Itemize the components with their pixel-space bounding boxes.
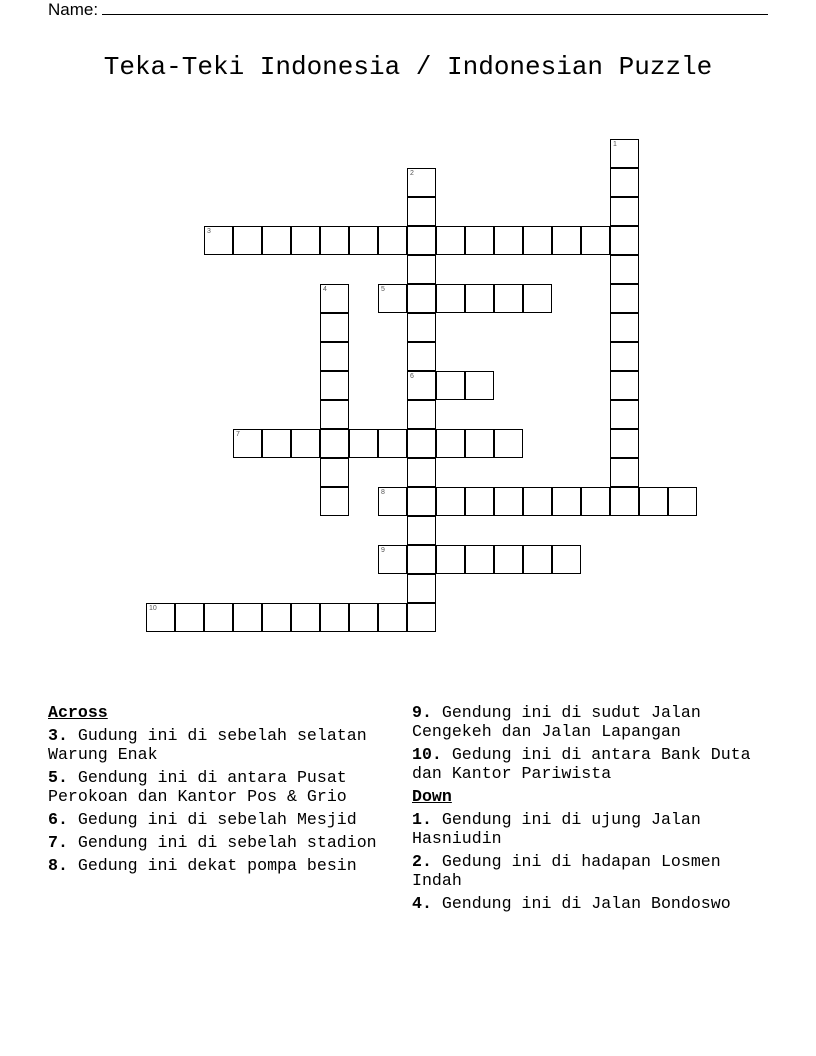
clue-across-5 [48,768,398,806]
grid-cell[interactable] [494,429,523,458]
cell-number: 5 [381,286,385,293]
clue-across-7 [48,833,398,852]
grid-cell[interactable] [610,284,639,313]
grid-cell[interactable] [436,545,465,574]
clue-across-9 [412,703,772,741]
grid-cell[interactable] [436,487,465,516]
grid-cell[interactable] [407,603,436,632]
clue-text: Gendung ini di antara Pusat Perokoan dan Kantor Pos & Grio [48,768,347,806]
clue-text: Gedung ini dekat pompa besin [77,856,357,875]
grid-cell[interactable] [610,458,639,487]
page-title: Teka-Teki Indonesia / Indonesian Puzzle [103,52,713,82]
grid-cell[interactable] [349,429,378,458]
clue-across-10 [412,745,772,783]
grid-cell[interactable] [320,429,349,458]
clue-down-2 [412,852,772,890]
grid-cell[interactable] [610,487,639,516]
clue-number: 2. [412,852,432,871]
clue-text: Gedung ini di antara Bank Duta dan Kantor Pariwista [412,745,751,783]
grid-cell[interactable] [320,400,349,429]
grid-cell[interactable] [407,400,436,429]
grid-cell[interactable] [320,342,349,371]
clue-text: Gudung ini di sebelah selatan Warung Enak [48,726,367,764]
grid-cell[interactable] [407,342,436,371]
clue-text: Gendung ini di sebelah stadion [77,833,377,852]
clues-column-right [412,703,772,917]
grid-cell[interactable] [465,284,494,313]
grid-cell[interactable] [349,226,378,255]
grid-cell[interactable] [378,487,407,516]
grid-cell[interactable] [610,400,639,429]
clue-number: 1. [412,810,432,829]
grid-cell[interactable] [378,284,407,313]
clue-number: 3. [48,726,68,745]
clue-across-8 [48,856,398,875]
grid-cell[interactable] [407,284,436,313]
grid-cell[interactable] [610,197,639,226]
grid-cell[interactable] [552,226,581,255]
grid-cell[interactable] [610,313,639,342]
grid-cell[interactable] [204,226,233,255]
cell-number: 1 [613,141,617,148]
grid-cell[interactable] [407,168,436,197]
clue-number: 7. [48,833,68,852]
cell-number: 3 [207,228,211,235]
grid-cell[interactable] [523,284,552,313]
grid-cell[interactable] [407,255,436,284]
grid-cell[interactable] [407,516,436,545]
grid-cell[interactable] [262,226,291,255]
clue-number: 10. [412,745,442,764]
clue-across-6 [48,810,398,829]
grid-cell[interactable] [610,255,639,284]
grid-cell[interactable] [407,487,436,516]
grid-cell[interactable] [378,545,407,574]
grid-cell[interactable] [291,226,320,255]
grid-cell[interactable] [407,197,436,226]
grid-cell[interactable] [465,226,494,255]
grid-cell[interactable] [320,313,349,342]
grid-cell[interactable] [465,429,494,458]
grid-cell[interactable] [523,545,552,574]
grid-cell[interactable] [407,429,436,458]
grid-cell[interactable] [436,284,465,313]
grid-cell[interactable] [349,603,378,632]
grid-cell[interactable] [610,342,639,371]
grid-cell[interactable] [494,487,523,516]
grid-cell[interactable] [465,487,494,516]
grid-cell[interactable] [378,226,407,255]
grid-cell[interactable] [146,603,175,632]
cell-number: 4 [323,286,327,293]
grid-cell[interactable] [436,371,465,400]
grid-cell[interactable] [494,545,523,574]
grid-cell[interactable] [175,603,204,632]
clues-column-left [48,703,398,879]
clue-number: 8. [48,856,68,875]
across-heading: Across [48,703,108,722]
grid-cell[interactable] [320,371,349,400]
cell-number: 7 [236,431,240,438]
grid-cell[interactable] [668,487,697,516]
grid-cell[interactable] [552,487,581,516]
clue-text: Gedung ini di hadapan Losmen Indah [412,852,721,890]
grid-cell[interactable] [320,603,349,632]
grid-cell[interactable] [494,226,523,255]
grid-cell[interactable] [639,487,668,516]
grid-cell[interactable] [523,226,552,255]
grid-cell[interactable] [581,226,610,255]
grid-cell[interactable] [581,487,610,516]
clue-number: 6. [48,810,68,829]
cell-number: 10 [149,605,157,612]
clue-number: 5. [48,768,68,787]
grid-cell[interactable] [320,284,349,313]
grid-cell[interactable] [407,545,436,574]
grid-cell[interactable] [610,371,639,400]
clue-text: Gendung ini di Jalan Bondoswo [441,894,731,913]
grid-cell[interactable] [610,429,639,458]
grid-cell[interactable] [523,487,552,516]
grid-cell[interactable] [378,603,407,632]
grid-cell[interactable] [407,226,436,255]
grid-cell[interactable] [262,429,291,458]
grid-cell[interactable] [233,429,262,458]
grid-cell[interactable] [407,458,436,487]
grid-cell[interactable] [610,139,639,168]
clue-text: Gedung ini di sebelah Mesjid [77,810,357,829]
grid-cell[interactable] [378,429,407,458]
grid-cell[interactable] [436,429,465,458]
down-heading: Down [412,787,452,806]
grid-cell[interactable] [291,603,320,632]
cell-number: 8 [381,489,385,496]
clue-text: Gendung ini di sudut Jalan Cengekeh dan Jalan Lapangan [412,703,701,741]
grid-cell[interactable] [407,574,436,603]
clue-text: Gendung ini di ujung Jalan Hasniudin [412,810,701,848]
clue-across-3 [48,726,398,764]
clue-number: 4. [412,894,432,913]
grid-cell[interactable] [465,545,494,574]
grid-cell[interactable] [610,226,639,255]
grid-cell[interactable] [610,168,639,197]
grid-cell[interactable] [233,603,262,632]
grid-cell[interactable] [262,603,291,632]
clue-down-1 [412,810,772,848]
grid-cell[interactable] [407,313,436,342]
cell-number: 9 [381,547,385,554]
clue-number: 9. [412,703,432,722]
grid-cell[interactable] [552,545,581,574]
clue-down-4 [412,894,772,913]
grid-cell[interactable] [465,371,494,400]
grid-cell[interactable] [291,429,320,458]
grid-cell[interactable] [320,226,349,255]
grid-cell[interactable] [204,603,233,632]
grid-cell[interactable] [494,284,523,313]
cell-number: 2 [410,170,414,177]
name-label: Name: [48,0,99,19]
grid-cell[interactable] [233,226,262,255]
grid-cell[interactable] [320,458,349,487]
grid-cell[interactable] [407,371,436,400]
grid-cell[interactable] [436,226,465,255]
cell-number: 6 [410,373,414,380]
grid-cell[interactable] [320,487,349,516]
